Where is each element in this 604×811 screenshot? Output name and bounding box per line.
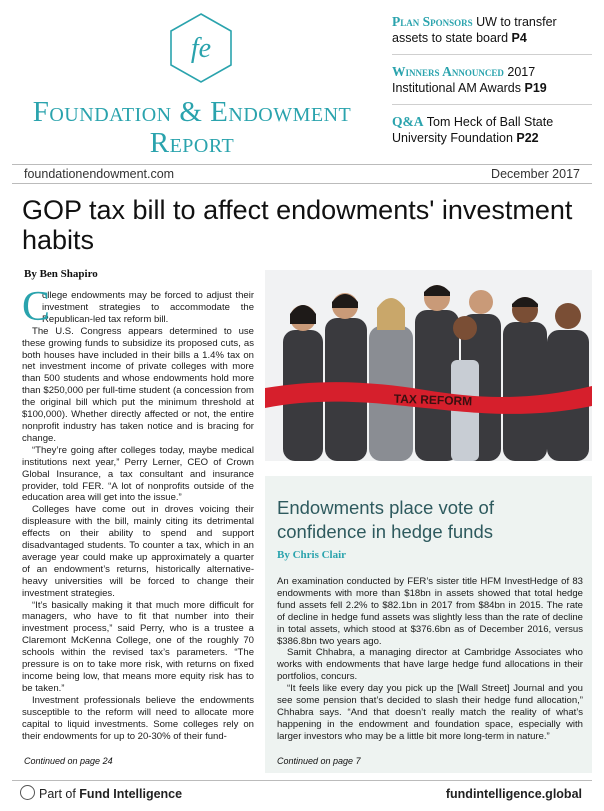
lead-paragraph — [22, 284, 254, 330]
sidebar-headline: Endowments place vote of confidence in hedge funds — [277, 497, 494, 542]
lead-body — [22, 284, 254, 742]
teaser-item[interactable] — [392, 64, 592, 105]
teaser-kicker: Winners Announced — [392, 64, 504, 79]
lead-paragraph: “It’s basically making it that much more difficult for managers, who have to fit that number into their investment process,” said Perry, who is a trustee a Claremont McKenna College, one of the roughly 70 schools within the revised tax’s parameters. “The pressure is on to take more risk, with returns on fixed income being low, that means more equity risk has to be taken.” — [22, 599, 254, 694]
teaser-list — [392, 14, 592, 163]
lead-paragraph: “They’re going after colleges today, maybe medical institutions next year,” Perry Lerner, CEO of Crown Global Insurance, a tax consultant and insurance provider, told FER. “A lot of nonprofits outside of the education area will get into the issue.” — [22, 444, 254, 504]
brand-line-2: Report — [149, 127, 235, 159]
lead-paragraph: Colleges have come out in droves voicing their displeasure with the bill, mainly citing its detrimental effects on their ability to spend and support disadvantaged students. To counter a tax, which in an average year could make up approximately a quarter of an endowment’s returns, historically alternative-heavy universities will be forced to change their investment strategies. — [22, 504, 254, 599]
lead-paragraph: The U.S. Congress appears determined to use these growing funds to subsidize its proposed cuts, as both houses have included in their bills a 1.4% tax on net investment income of private colleges with more than 500 students and whose endowments hold more than $250,000 per full-time student (a concession from the original bill which put the minimum threshold at $100,000). Whether directly affected or not, the entire nonprofit industry has taken notice and is bracing for change. — [22, 325, 254, 444]
fe-logo-icon — [167, 12, 235, 84]
page-footer — [12, 780, 592, 803]
footer-part-of-text: Part of — [39, 787, 80, 801]
footer-part-of — [20, 783, 182, 805]
group-photo-illustration — [265, 270, 592, 461]
teaser-text: UW to transfer assets to state board — [392, 15, 557, 45]
issue-date: December 2017 — [491, 167, 580, 181]
sidebar-continued-link[interactable]: Continued on page 7 — [277, 756, 361, 766]
fund-intelligence-icon — [20, 785, 35, 800]
brand-title — [12, 98, 372, 158]
teaser-item[interactable] — [392, 14, 592, 55]
teaser-kicker: Plan Sponsors — [392, 14, 473, 29]
logo-text: fe — [190, 33, 212, 64]
teaser-page: P22 — [516, 131, 539, 145]
teaser-kicker: Q&A — [392, 114, 424, 129]
sidebar-byline: By Chris Clair — [277, 549, 347, 561]
lead-paragraph: Investment professionals believe the endowments susceptible to the reform will need to allocate more capital to liquid investments. Some colleges rely on their endowments for up to 20-30% of their fund- — [22, 694, 254, 742]
footer-url-link[interactable]: fundintelligence.global — [445, 787, 582, 801]
lead-continued-link[interactable]: Continued on page 24 — [24, 756, 113, 766]
drop-cap: C — [22, 284, 51, 330]
teaser-page: P19 — [524, 81, 547, 95]
sidebar-paragraph: Samit Chhabra, a managing director at Cambridge Associates who works with endowments that have large hedge fund allocations in their portfolios, concurs. — [277, 647, 583, 683]
teaser-page: P4 — [511, 31, 527, 45]
tax-reform-banner-text: TAX REFORM — [393, 391, 473, 409]
lead-paragraph-text: ollege endowments may be forced to adjust their investment strategies to accommodate the Republican-led tax reform bill. — [42, 290, 254, 325]
teaser-text: 2017 Institutional AM Awards — [392, 65, 536, 95]
lead-headline: GOP tax bill to affect endowments' investment habits — [22, 195, 573, 255]
sidebar-body — [277, 576, 583, 743]
dateline-bar — [12, 164, 592, 184]
lead-byline: By Ben Shapiro — [24, 268, 98, 280]
sidebar-paragraph: “It feels like every day you pick up the [Wall Street] Journal and you see some pension that’s decided to slash their hedge fund allocation,” Chhabra says. “And that doesn’t really match the reality of what’s happening in the endowment and foundation space, especially with larger investors who may be a little bit more long-term in nature.” — [277, 683, 583, 742]
sidebar-paragraph: An examination conducted by FER’s sister title HFM InvestHedge of 83 endowments with more than $18bn in assets showed that total hedge fund assets fell 2.2% to $82.1bn in 2017 from $84bn in 2015. The rate of decline in hedge fund assets was slightly less than the rate of decline in total assets, which stood at $376.6bn as of December 2016, versus $386.8bn two years ago. — [277, 576, 583, 647]
brand-line-1: Foundation & Endowment — [32, 96, 352, 128]
group-photo — [265, 270, 592, 461]
sidebar-story-box — [265, 476, 592, 773]
teaser-text: Tom Heck of Ball State University Foundation — [392, 115, 554, 145]
teaser-item[interactable] — [392, 114, 592, 154]
site-url-link[interactable]: foundationendowment.com — [24, 167, 175, 181]
footer-brand: Fund Intelligence — [79, 787, 183, 801]
